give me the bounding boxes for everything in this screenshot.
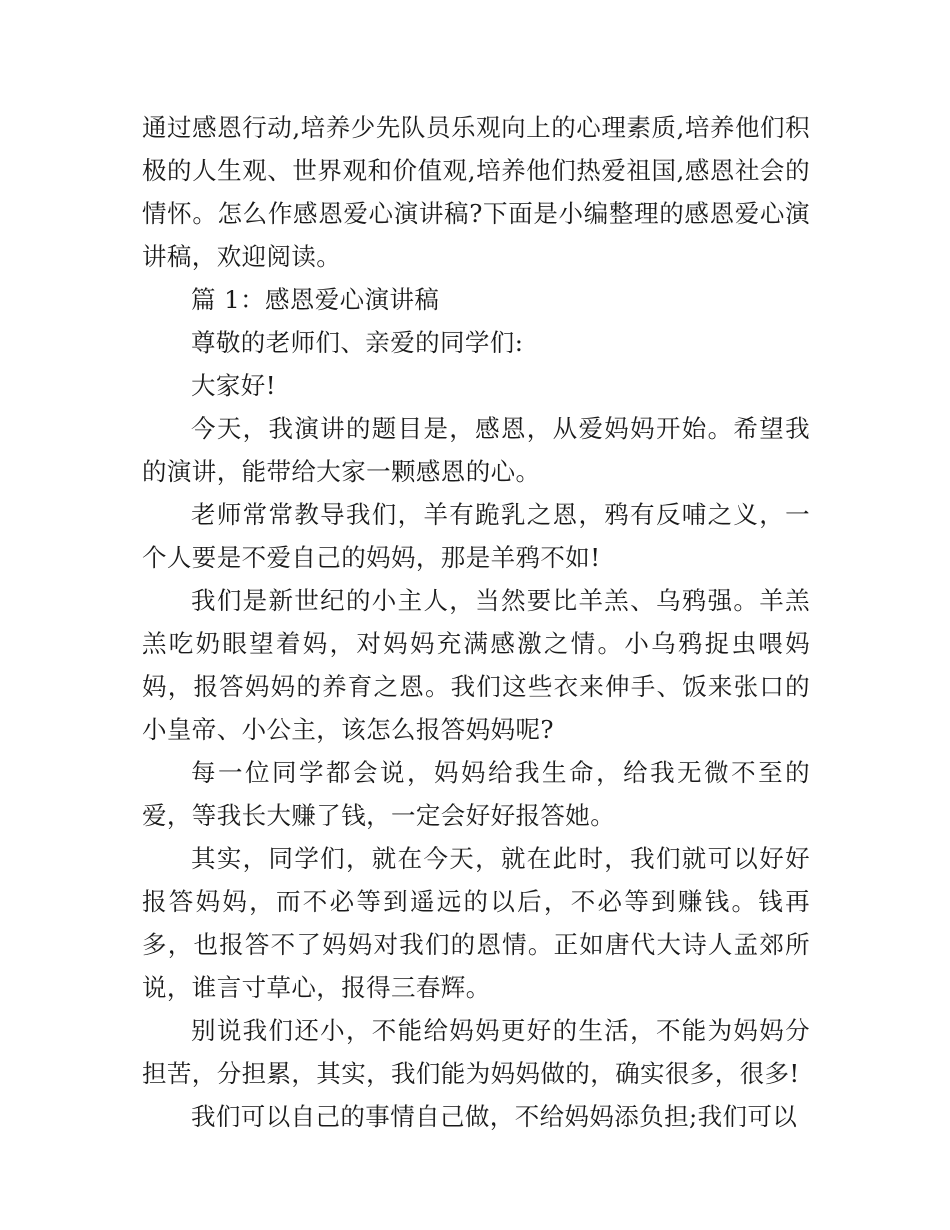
body-paragraph: 老师常常教导我们，羊有跪乳之恩，鸦有反哺之义，一个人要是不爱自己的妈妈，那是羊鸦不如!: [142, 500, 810, 572]
greeting: 大家好!: [191, 371, 276, 400]
section-heading: 篇 1：感恩爱心演讲稿: [191, 285, 440, 314]
salutation: 尊敬的老师们、亲爱的同学们:: [191, 328, 524, 357]
body-paragraph: 每一位同学都会说，妈妈给我生命，给我无微不至的爱，等我长大赚了钱，一定会好好报答她。: [142, 758, 810, 830]
body-paragraph: 我们是新世纪的小主人，当然要比羊羔、乌鸦强。羊羔羔吃奶眼望着妈，对妈妈充满感激之情。小乌鸦捉虫喂妈妈，报答妈妈的养育之恩。我们这些衣来伸手、饭来张口的小皇帝、小公主，该怎么报答妈妈呢?: [142, 586, 810, 744]
intro-paragraph: 通过感恩行动,培养少先队员乐观向上的心理素质,培养他们积极的人生观、世界观和价值观,培养他们热爱祖国,感恩社会的情怀。怎么作感恩爱心演讲稿?下面是小编整理的感恩爱心演讲稿，欢迎阅读。: [142, 113, 810, 271]
body-paragraph: 今天，我演讲的题目是，感恩，从爱妈妈开始。希望我的演讲，能带给大家一颗感恩的心。: [142, 414, 810, 486]
body-paragraph: 我们可以自己的事情自己做，不给妈妈添负担;我们可以: [191, 1102, 798, 1131]
body-paragraph: 别说我们还小，不能给妈妈更好的生活，不能为妈妈分担苦，分担累，其实，我们能为妈妈做的，确实很多，很多!: [142, 1016, 810, 1088]
document-page: [142, 106, 810, 1138]
body-paragraph: 其实，同学们，就在今天，就在此时，我们就可以好好报答妈妈，而不必等到遥远的以后，不必等到赚钱。钱再多，也报答不了妈妈对我们的恩情。正如唐代大诗人孟郊所说，谁言寸草心，报得三春辉。: [142, 844, 810, 1002]
